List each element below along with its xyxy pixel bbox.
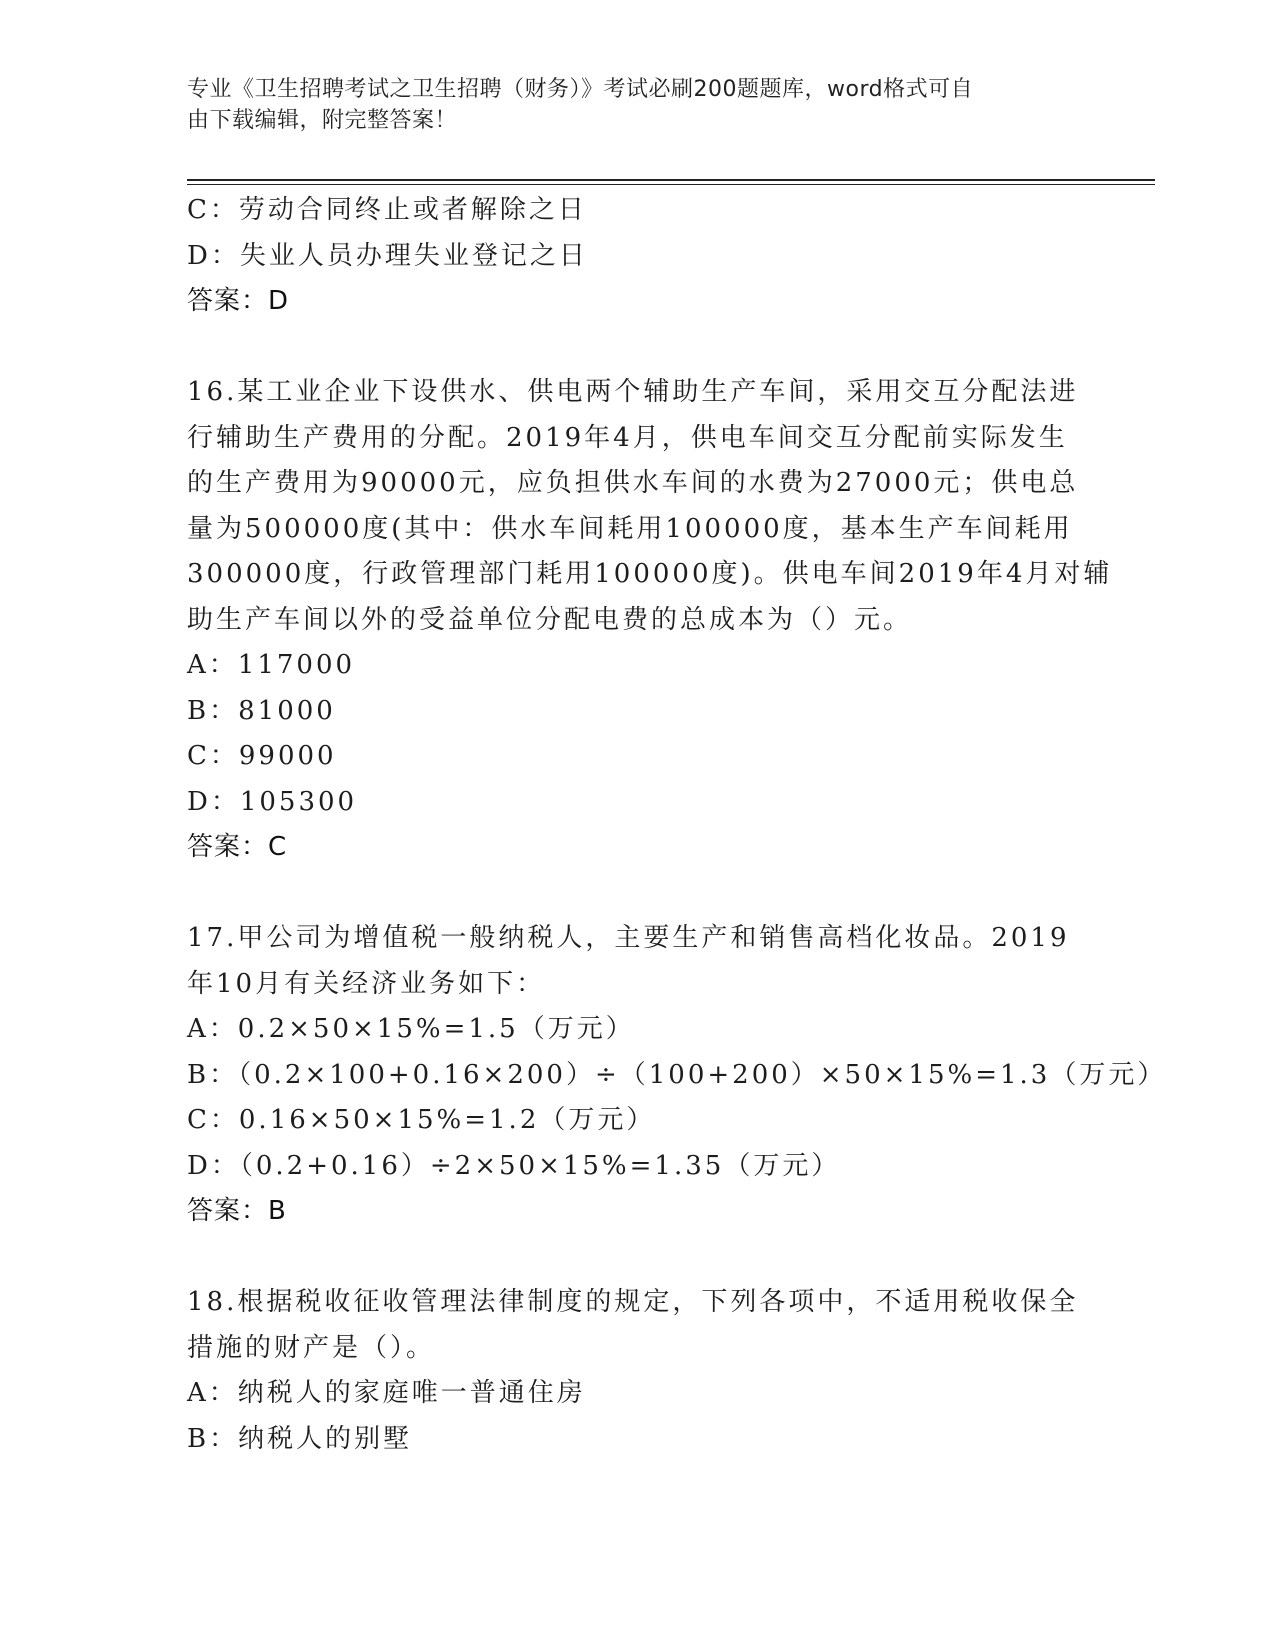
question-text: 年10月有关经济业务如下：: [187, 968, 546, 999]
question-text: 300000度，行政管理部门耗用100000度)。供电车间2019年4月对辅: [187, 559, 1113, 589]
header-rule-thick: [187, 179, 1155, 181]
spacer: [187, 325, 1087, 371]
question-text: 措施的财产是（）。: [187, 1332, 436, 1363]
spacer: [187, 1235, 1087, 1281]
option-c: C：劳动合同终止或者解除之日: [187, 195, 587, 225]
question-text: 量为500000度(其中：供水车间耗用100000度，基本生产车间耗用: [187, 513, 1073, 544]
header-line-1: 专业《卫生招聘考试之卫生招聘（财务）》考试必刷200题题库，word格式可自: [187, 77, 974, 102]
question-block-15: [187, 188, 1087, 325]
answer-line: 答案：B: [187, 1196, 287, 1226]
option-a: A：0.2×50×15%=1.5（万元）: [187, 1014, 635, 1044]
spacer: [187, 871, 1087, 917]
question-text: 17.甲公司为增值税一般纳税人，主要生产和销售高档化妆品。2019: [187, 923, 1070, 953]
question-block-17: [187, 916, 1167, 1235]
option-b: B：81000: [187, 695, 336, 726]
header-line-2: 由下载编辑，附完整答案！: [187, 108, 458, 133]
option-c: C：99000: [187, 741, 337, 771]
question-list: [187, 188, 1167, 1462]
question-block-16: [187, 370, 1113, 871]
header-rule-thin: [187, 184, 1155, 185]
option-d: D：105300: [187, 786, 358, 817]
question-text: 的生产费用为90000元，应负担供水车间的水费为27000元；供电总: [187, 468, 1079, 498]
answer-line: 答案：C: [187, 832, 288, 862]
question-text: 助生产车间以外的受益单位分配电费的总成本为（）元。: [187, 604, 913, 635]
option-d: D：失业人员办理失业登记之日: [187, 240, 588, 271]
option-b: B：纳税人的别墅: [187, 1423, 413, 1454]
question-text: 行辅助生产费用的分配。2019年4月，供电车间交互分配前实际发生: [187, 422, 1068, 453]
option-b: B：（0.2×100+0.16×200）÷（100+200）×50×15%=1.3（万元）: [187, 1059, 1167, 1090]
option-a: A：117000: [187, 650, 356, 680]
answer-line: 答案：D: [187, 286, 290, 316]
option-a: A：纳税人的家庭唯一普通住房: [187, 1378, 586, 1408]
question-block-18: [187, 1280, 1087, 1462]
question-text: 18.根据税收征收管理法律制度的规定，下列各项中，不适用税收保全: [187, 1287, 1079, 1317]
option-c: C：0.16×50×15%=1.2（万元）: [187, 1105, 656, 1135]
question-text: 16.某工业企业下设供水、供电两个辅助生产车间，采用交互分配法进: [187, 377, 1079, 407]
option-d: D：（0.2+0.16）÷2×50×15%=1.35（万元）: [187, 1150, 841, 1181]
document-header: [187, 74, 1057, 136]
